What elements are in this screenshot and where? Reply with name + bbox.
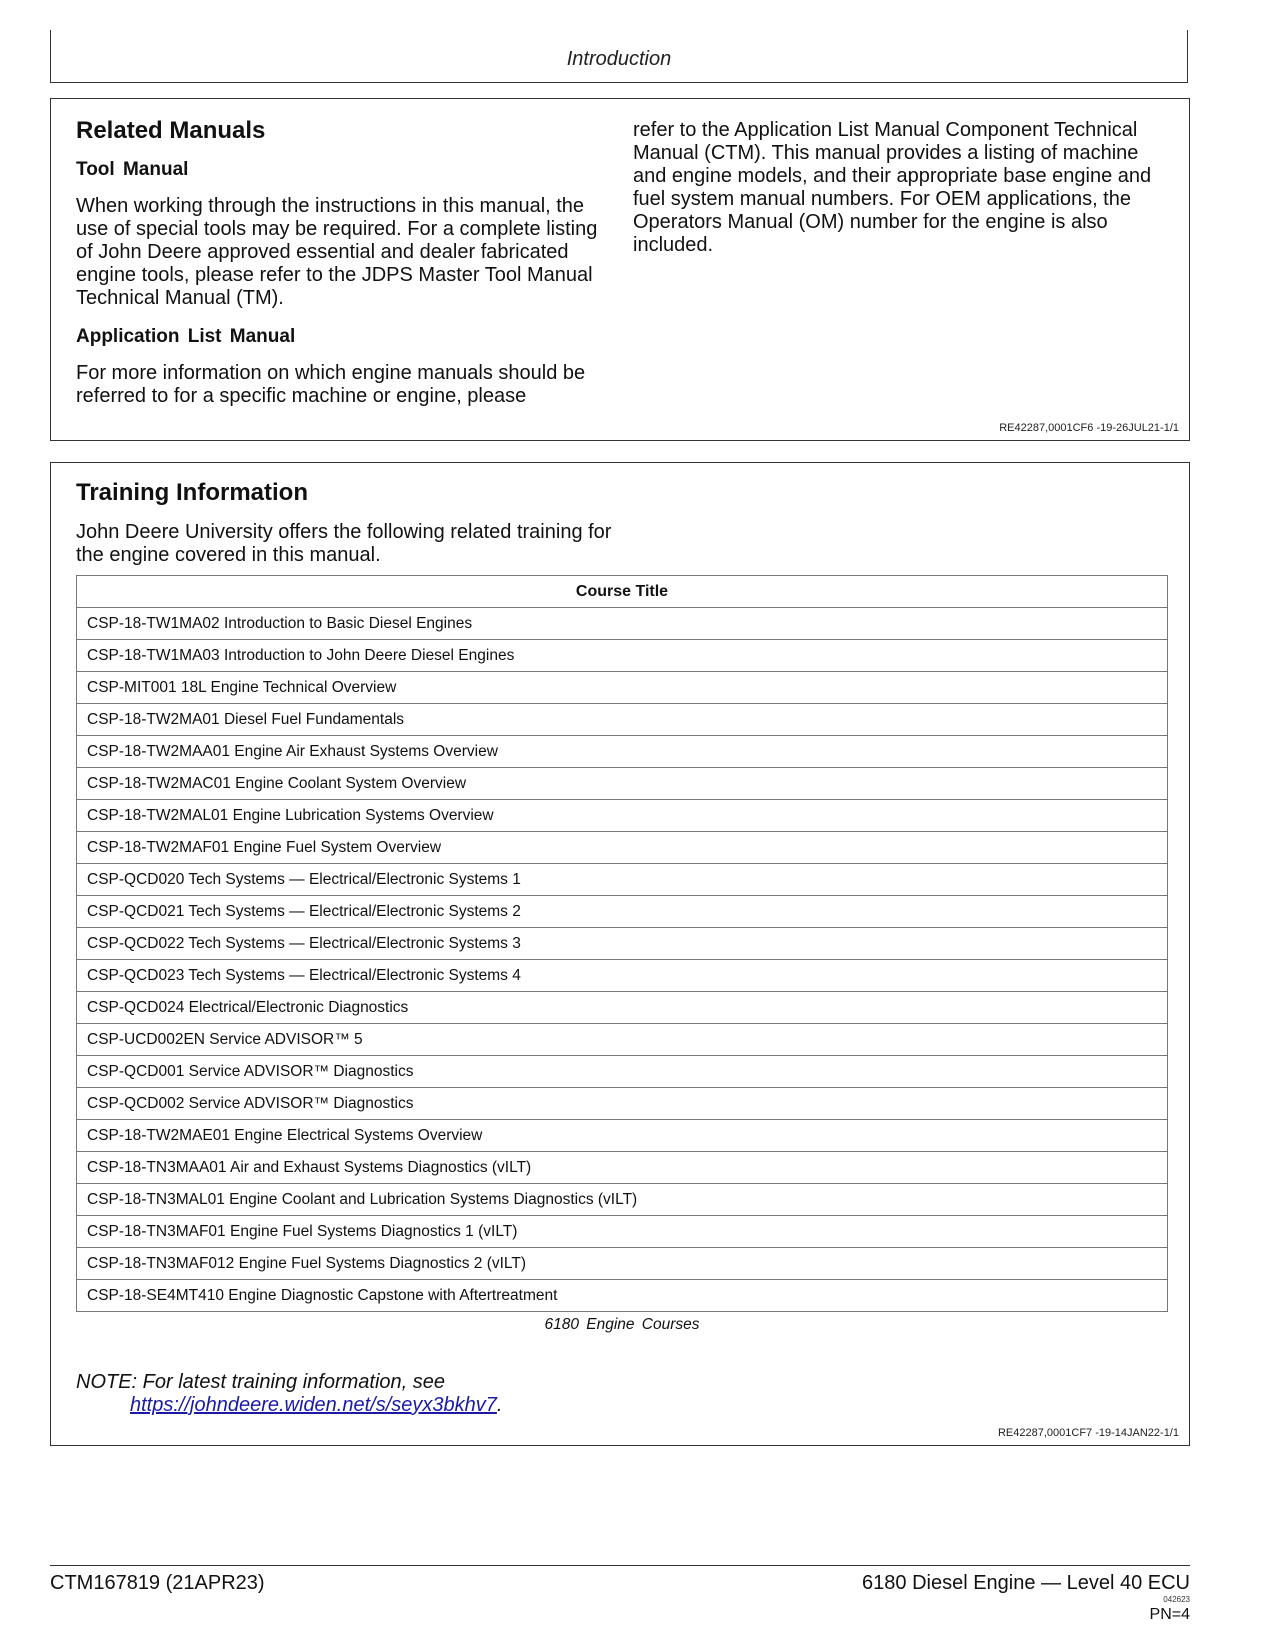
- course-title-cell: CSP-18-TW2MAL01 Engine Lubrication Systems Overview: [77, 800, 1168, 832]
- table-row: [77, 1248, 1168, 1280]
- course-title-cell: CSP-QCD022 Tech Systems — Electrical/Electronic Systems 3: [77, 928, 1168, 960]
- training-content: [76, 479, 1168, 1334]
- related-manuals-ref: RE42287,0001CF6 -19-26JUL21-1/1: [999, 422, 1179, 434]
- footer-divider: [50, 1565, 1190, 1566]
- table-row: [77, 832, 1168, 864]
- related-manuals-right-column: [633, 119, 1168, 273]
- table-row: [77, 896, 1168, 928]
- application-list-heading: Application List Manual: [76, 326, 296, 347]
- table-row: [77, 1024, 1168, 1056]
- note-link-line: [76, 1394, 502, 1417]
- note-prefix: NOTE: For latest training information, see: [76, 1371, 446, 1393]
- course-title-cell: CSP-18-TW2MA01 Diesel Fuel Fundamentals: [77, 704, 1168, 736]
- table-row: [77, 992, 1168, 1024]
- table-row: [77, 1280, 1168, 1312]
- table-row: [77, 1120, 1168, 1152]
- course-title-cell: CSP-18-TW1MA03 Introduction to John Deere Diesel Engines: [77, 640, 1168, 672]
- course-title-cell: CSP-18-TW2MAF01 Engine Fuel System Overview: [77, 832, 1168, 864]
- training-intro: John Deere University offers the following related training for the engine covered in this manual.: [76, 521, 612, 566]
- course-title-cell: CSP-18-TN3MAA01 Air and Exhaust Systems Diagnostics (vILT): [77, 1152, 1168, 1184]
- related-manuals-section: [50, 98, 1190, 441]
- tool-manual-text: When working through the instructions in this manual, the use of special tools may be required. For a complete listing of John Deere approved essential and dealer fabricated engine tools, please refer to the JDPS Master Tool Manual Technical Manual (TM).: [76, 195, 598, 309]
- footer-manual-id: CTM167819 (21APR23): [50, 1572, 265, 1594]
- table-row: [77, 1152, 1168, 1184]
- training-note: [76, 1371, 502, 1417]
- table-row: [77, 1088, 1168, 1120]
- table-header-row: [77, 576, 1168, 608]
- course-title-cell: CSP-18-TW2MAA01 Engine Air Exhaust Systems Overview: [77, 736, 1168, 768]
- page-header: [50, 30, 1188, 83]
- training-link[interactable]: https://johndeere.widen.net/s/seyx3bkhv7: [130, 1394, 497, 1416]
- course-title-cell: CSP-18-TN3MAL01 Engine Coolant and Lubrication Systems Diagnostics (vILT): [77, 1184, 1168, 1216]
- footer-title: 6180 Diesel Engine — Level 40 ECU: [862, 1572, 1190, 1594]
- course-title-cell: CSP-18-SE4MT410 Engine Diagnostic Capstone with Aftertreatment: [77, 1280, 1168, 1312]
- table-caption: 6180 Engine Courses: [544, 1316, 700, 1333]
- course-title-cell: CSP-QCD001 Service ADVISOR™ Diagnostics: [77, 1056, 1168, 1088]
- course-title-cell: CSP-18-TW2MAE01 Engine Electrical Systems Overview: [77, 1120, 1168, 1152]
- course-title-cell: CSP-18-TN3MAF01 Engine Fuel Systems Diagnostics 1 (vILT): [77, 1216, 1168, 1248]
- table-row: [77, 1216, 1168, 1248]
- course-title-cell: CSP-QCD020 Tech Systems — Electrical/Electronic Systems 1: [77, 864, 1168, 896]
- footer-date-code: 042623: [1163, 1595, 1190, 1604]
- table-row: [77, 768, 1168, 800]
- course-title-cell: CSP-MIT001 18L Engine Technical Overview: [77, 672, 1168, 704]
- footer-page-number: PN=4: [1149, 1606, 1190, 1623]
- table-row: [77, 928, 1168, 960]
- application-list-text-right: refer to the Application List Manual Component Technical Manual (CTM). This manual provides a listing of machine and engine models, and their appropriate base engine and fuel system manual numbers. For OEM applications, the Operators Manual (OM) number for the engine is also included.: [633, 119, 1152, 256]
- courses-table-body: [77, 608, 1168, 1312]
- course-title-cell: CSP-QCD021 Tech Systems — Electrical/Electronic Systems 2: [77, 896, 1168, 928]
- header-title: Introduction: [566, 48, 672, 70]
- training-ref: RE42287,0001CF7 -19-14JAN22-1/1: [997, 1427, 1179, 1439]
- table-row: [77, 1184, 1168, 1216]
- application-list-text-left: For more information on which engine manuals should be referred to for a specific machine or engine, please: [76, 362, 586, 407]
- note-suffix: .: [496, 1394, 503, 1416]
- table-row: [77, 704, 1168, 736]
- course-title-cell: CSP-18-TN3MAF012 Engine Fuel Systems Diagnostics 2 (vILT): [77, 1248, 1168, 1280]
- table-row: [77, 800, 1168, 832]
- course-title-header: Course Title: [77, 576, 1168, 608]
- training-title: Training Information: [76, 479, 308, 506]
- related-manuals-title: Related Manuals: [76, 117, 266, 144]
- table-row: [77, 736, 1168, 768]
- tool-manual-heading: Tool Manual: [76, 159, 189, 180]
- training-section: [50, 462, 1190, 1446]
- related-manuals-left-column: [76, 117, 606, 424]
- courses-table: [76, 575, 1168, 1312]
- table-row: [77, 960, 1168, 992]
- table-row: [77, 640, 1168, 672]
- course-title-cell: CSP-18-TW2MAC01 Engine Coolant System Overview: [77, 768, 1168, 800]
- table-row: [77, 672, 1168, 704]
- table-row: [77, 1056, 1168, 1088]
- table-row: [77, 608, 1168, 640]
- table-row: [77, 864, 1168, 896]
- course-title-cell: CSP-QCD023 Tech Systems — Electrical/Electronic Systems 4: [77, 960, 1168, 992]
- course-title-cell: CSP-QCD024 Electrical/Electronic Diagnostics: [77, 992, 1168, 1024]
- course-title-cell: CSP-QCD002 Service ADVISOR™ Diagnostics: [77, 1088, 1168, 1120]
- course-title-cell: CSP-18-TW1MA02 Introduction to Basic Diesel Engines: [77, 608, 1168, 640]
- course-title-cell: CSP-UCD002EN Service ADVISOR™ 5: [77, 1024, 1168, 1056]
